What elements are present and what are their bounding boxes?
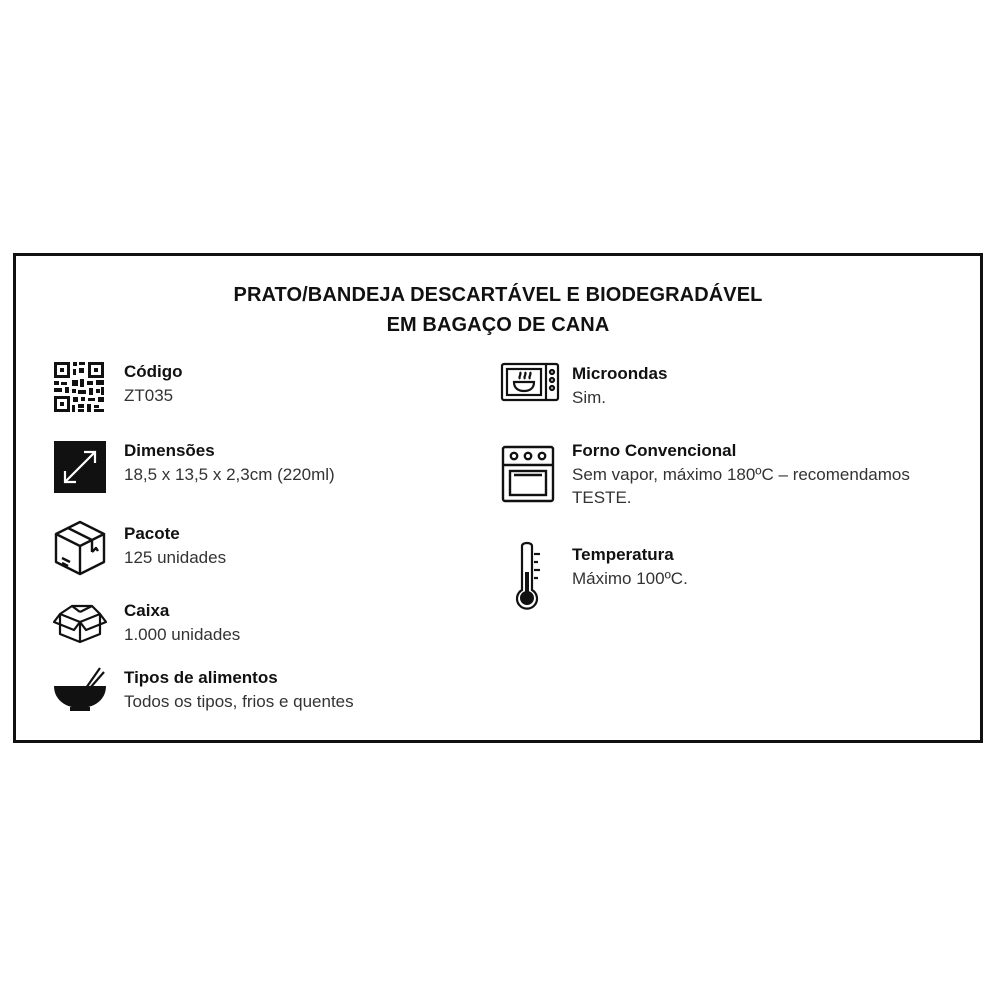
spec-label: Dimensões [124, 441, 215, 460]
thermometer-icon [500, 540, 556, 596]
spec-value: 18,5 x 13,5 x 2,3cm (220ml) [124, 465, 335, 484]
oven-icon [500, 439, 556, 495]
qr-code-icon [52, 360, 108, 416]
microwave-icon [500, 360, 556, 416]
spec-value: Máximo 100ºC. [572, 569, 688, 588]
spec-value: Sim. [572, 388, 606, 407]
product-title-line-1: PRATO/BANDEJA DESCARTÁVEL E BIODEGRADÁVEL [233, 284, 763, 306]
spec-label: Caixa [124, 601, 170, 620]
product-title [16, 280, 980, 340]
product-title-line-2: EM BAGAÇO DE CANA [386, 314, 610, 336]
spec-value: Todos os tipos, frios e quentes [124, 692, 354, 711]
spec-label: Forno Convencional [572, 441, 737, 460]
spec-label: Código [124, 362, 183, 381]
spec-value: 125 unidades [124, 548, 227, 567]
spec-label: Temperatura [572, 545, 674, 564]
product-spec-card [13, 253, 983, 743]
package-box-icon [52, 518, 108, 574]
spec-label: Pacote [124, 524, 180, 543]
spec-value: ZT035 [124, 386, 174, 405]
spec-label: Microondas [572, 364, 668, 383]
bowl-chopsticks-icon [52, 666, 108, 722]
spec-label: Tipos de alimentos [124, 668, 278, 687]
spec-value: Sem vapor, máximo 180ºC – recomendamos TESTE. [572, 465, 910, 507]
open-box-icon [52, 600, 108, 656]
spec-value: 1.000 unidades [124, 625, 241, 644]
resize-arrows-icon [52, 439, 108, 495]
